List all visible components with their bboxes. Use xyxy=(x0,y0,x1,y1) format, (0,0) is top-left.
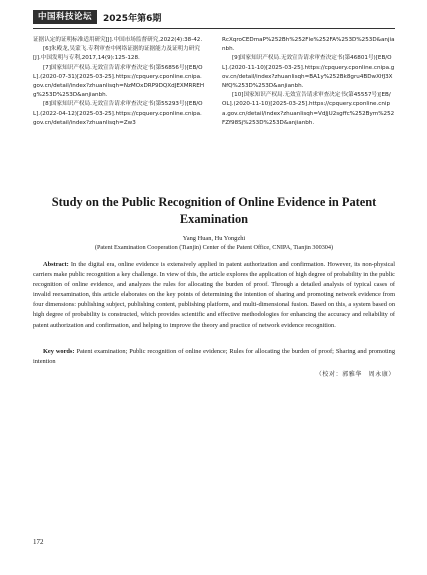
reference-item: [8]国家知识产权局.无效宣告请求审查决定书(第55293号)[EB/OL].(2022-04-12)[2025-03-25].https://cpquery.cponline.cnipa.gov.cn/detail/index?zhuanlisqh=Zw3 xyxy=(33,101,203,126)
keywords-label: Key words: xyxy=(43,348,75,355)
journal-header xyxy=(33,9,395,25)
abstract-label: Abstract: xyxy=(43,261,69,268)
keywords xyxy=(33,347,395,367)
references-left-column xyxy=(33,36,205,128)
keywords-text: Patent examination; Public recognition of online evidence; Rules for allocating the burden of proof; Sharing and promoting intention xyxy=(33,348,395,366)
references-right-column xyxy=(222,36,395,128)
reference-item: [6]朱殿龙,吴蒙飞.专利审查中网络证据的证据能力及证明力研究[J].中国发明与专利,2017,14(9):125-128. xyxy=(33,46,200,62)
reference-item: RcXqroCEDmaP%252Bh%252Fle%252FA%253D%253D&anjianbh. xyxy=(222,37,395,53)
reference-item: [10]国家知识产权局.无效宣告请求审查决定书(第45557号)[EB/OL].(2020-11-10)[2025-03-25].https://cpquery.cponline.cnipa.gov.cn/detail/index?zhuanlisqh=VdJjU2sgffc%252Bym%252FZf98Sj%253D%253D&anjianbh. xyxy=(222,92,395,126)
journal-issue: 2025年第6期 xyxy=(103,13,162,24)
abstract-text: In the digital era, online evidence is extensively applied in patent authorization and confirmation. However, its non-physical carriers make public recognition a key challenge. In view of this, the article explores the application of high degree of probability in the public recognition of online evidence, and analyzes the rules for allocating the burden of proof. Through a detailed analysis of typical cases of invalid reexamination, this article elaborates on the key points of determining the intention of sharing and promoting network evidence from four dimensions: publishing subject, publishing content, publishing platform, and multi-dimensional fusion. Based on this, a system based on high degree of probability is constructed, which provides scientific and effective methodologies for enhancing the accuracy and reliability of patent authorization and confirmation, and helping to improve the theory and practice of network evidence recognition. xyxy=(33,261,395,329)
reference-item: [7]国家知识产权局.无效宣告请求审查决定书(第56856号)[EB/OL].(2020-07-31)[2025-03-25].https://cpquery.cponline.cnipa.gov.cn/detail/index?zhuanlisqh=NzMOxDRP9DQXdJEXMRREHg%253D%253D&anjianbh. xyxy=(33,64,205,99)
journal-brand: 中国科技论坛 xyxy=(33,10,97,24)
proofreader-note: （校对：郭雅华 周永康） xyxy=(315,371,395,378)
header-rule xyxy=(33,28,395,29)
page-number: 172 xyxy=(33,538,44,546)
paper-title: Study on the Public Recognition of Online Evidence in Patent Examination xyxy=(51,195,377,226)
reference-item: [9]国家知识产权局.无效宣告请求审查决定书(第46801号)[EB/OL].(2020-11-10)[2025-03-25].https://cpquery.cponline.cnipa.gov.cn/detail/index?zhuanlisqh=BA1y%252Bk8gru4BDwXlfJ3XNfQ%253D%253D&anjianbh. xyxy=(222,55,395,90)
abstract xyxy=(33,260,395,331)
paper-affiliation: (Patent Examination Cooperation (Tianjin) Center of the Patent Office, CNIPA, Tianjin 300304) xyxy=(94,244,334,251)
reference-item: 证据认定的证明标准适用研究[J].中国市场监督研究,2022(4):38-42. xyxy=(33,37,203,43)
paper-authors: Yang Huan, Hu Yongzhi xyxy=(182,235,246,242)
